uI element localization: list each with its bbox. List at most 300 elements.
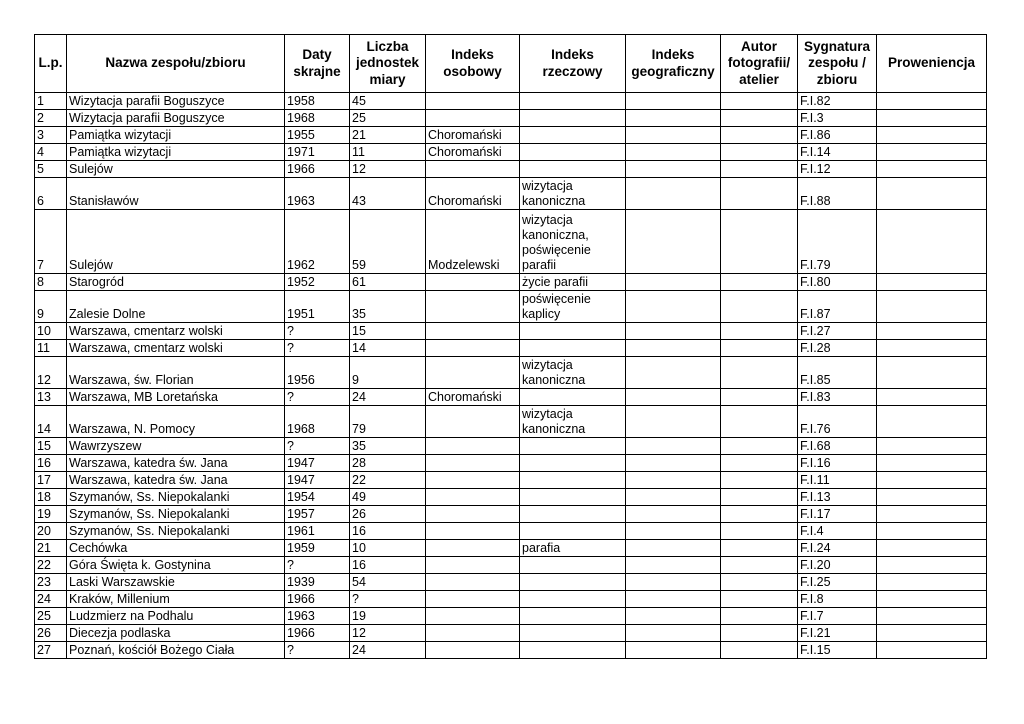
cell-daty: 1952 — [285, 274, 350, 291]
header-sygnatura: Sygnatura zespołu / zbioru — [798, 35, 877, 93]
cell-sygnatura: F.I.14 — [798, 144, 877, 161]
cell-sygnatura: F.I.68 — [798, 438, 877, 455]
cell-geograficzny — [626, 574, 721, 591]
cell-geograficzny — [626, 642, 721, 659]
cell-lp: 13 — [35, 389, 67, 406]
cell-liczba: 25 — [350, 110, 426, 127]
cell-rzeczowy — [520, 389, 626, 406]
cell-daty: 1956 — [285, 357, 350, 389]
cell-lp: 4 — [35, 144, 67, 161]
cell-rzeczowy — [520, 110, 626, 127]
cell-proweniencja — [877, 340, 987, 357]
table-row — [35, 389, 987, 406]
cell-autor — [721, 523, 798, 540]
header-autor: Autor fotografii/ atelier — [721, 35, 798, 93]
cell-osobowy: Choromański — [426, 127, 520, 144]
cell-rzeczowy — [520, 438, 626, 455]
cell-daty: 1939 — [285, 574, 350, 591]
cell-sygnatura: F.I.79 — [798, 210, 877, 274]
cell-proweniencja — [877, 110, 987, 127]
table-row — [35, 144, 987, 161]
cell-nazwa: Diecezja podlaska — [67, 625, 285, 642]
cell-liczba: 26 — [350, 506, 426, 523]
cell-nazwa: Warszawa, N. Pomocy — [67, 406, 285, 438]
cell-autor — [721, 472, 798, 489]
cell-rzeczowy — [520, 557, 626, 574]
cell-sygnatura: F.I.86 — [798, 127, 877, 144]
cell-sygnatura: F.I.7 — [798, 608, 877, 625]
cell-autor — [721, 489, 798, 506]
cell-rzeczowy — [520, 144, 626, 161]
cell-proweniencja — [877, 472, 987, 489]
cell-rzeczowy — [520, 340, 626, 357]
cell-liczba: 35 — [350, 438, 426, 455]
cell-lp: 7 — [35, 210, 67, 274]
cell-nazwa: Stanisławów — [67, 178, 285, 210]
cell-lp: 18 — [35, 489, 67, 506]
cell-autor — [721, 144, 798, 161]
cell-sygnatura: F.I.24 — [798, 540, 877, 557]
cell-geograficzny — [626, 625, 721, 642]
cell-osobowy — [426, 323, 520, 340]
cell-proweniencja — [877, 389, 987, 406]
cell-nazwa: Pamiątka wizytacji — [67, 144, 285, 161]
cell-autor — [721, 591, 798, 608]
cell-daty: 1961 — [285, 523, 350, 540]
cell-lp: 26 — [35, 625, 67, 642]
cell-daty: 1954 — [285, 489, 350, 506]
cell-lp: 27 — [35, 642, 67, 659]
cell-nazwa: Cechówka — [67, 540, 285, 557]
cell-sygnatura: F.I.27 — [798, 323, 877, 340]
cell-sygnatura: F.I.15 — [798, 642, 877, 659]
cell-daty: 1968 — [285, 110, 350, 127]
cell-rzeczowy — [520, 455, 626, 472]
cell-liczba: 11 — [350, 144, 426, 161]
cell-lp: 10 — [35, 323, 67, 340]
header-daty: Daty skrajne — [285, 35, 350, 93]
cell-geograficzny — [626, 110, 721, 127]
cell-lp: 11 — [35, 340, 67, 357]
cell-autor — [721, 506, 798, 523]
cell-proweniencja — [877, 438, 987, 455]
table-row — [35, 178, 987, 210]
cell-sygnatura: F.I.3 — [798, 110, 877, 127]
cell-liczba: 28 — [350, 455, 426, 472]
cell-liczba: 35 — [350, 291, 426, 323]
cell-osobowy — [426, 557, 520, 574]
cell-proweniencja — [877, 291, 987, 323]
cell-daty: 1966 — [285, 161, 350, 178]
table-row — [35, 489, 987, 506]
cell-nazwa: Wizytacja parafii Boguszyce — [67, 93, 285, 110]
cell-osobowy — [426, 574, 520, 591]
cell-autor — [721, 455, 798, 472]
cell-geograficzny — [626, 455, 721, 472]
cell-nazwa: Ludzmierz na Podhalu — [67, 608, 285, 625]
cell-geograficzny — [626, 340, 721, 357]
cell-liczba: 54 — [350, 574, 426, 591]
cell-liczba: 14 — [350, 340, 426, 357]
cell-geograficzny — [626, 389, 721, 406]
cell-nazwa: Kraków, Millenium — [67, 591, 285, 608]
cell-proweniencja — [877, 357, 987, 389]
cell-osobowy — [426, 406, 520, 438]
cell-daty: ? — [285, 323, 350, 340]
cell-geograficzny — [626, 161, 721, 178]
cell-sygnatura: F.I.88 — [798, 178, 877, 210]
cell-osobowy — [426, 591, 520, 608]
cell-proweniencja — [877, 178, 987, 210]
cell-daty: 1951 — [285, 291, 350, 323]
cell-rzeczowy: wizytacja kanoniczna — [520, 406, 626, 438]
cell-autor — [721, 110, 798, 127]
cell-lp: 16 — [35, 455, 67, 472]
cell-nazwa: Góra Święta k. Gostynina — [67, 557, 285, 574]
cell-rzeczowy — [520, 625, 626, 642]
table-row — [35, 291, 987, 323]
cell-liczba: 21 — [350, 127, 426, 144]
cell-sygnatura: F.I.76 — [798, 406, 877, 438]
cell-nazwa: Laski Warszawskie — [67, 574, 285, 591]
cell-nazwa: Sulejów — [67, 161, 285, 178]
cell-geograficzny — [626, 357, 721, 389]
cell-osobowy: Choromański — [426, 144, 520, 161]
cell-liczba: 43 — [350, 178, 426, 210]
cell-sygnatura: F.I.8 — [798, 591, 877, 608]
table-row — [35, 455, 987, 472]
cell-liczba: ? — [350, 591, 426, 608]
cell-lp: 14 — [35, 406, 67, 438]
table-row — [35, 540, 987, 557]
cell-lp: 3 — [35, 127, 67, 144]
cell-liczba: 45 — [350, 93, 426, 110]
cell-nazwa: Warszawa, św. Florian — [67, 357, 285, 389]
cell-autor — [721, 438, 798, 455]
cell-lp: 9 — [35, 291, 67, 323]
table-row — [35, 557, 987, 574]
cell-geograficzny — [626, 557, 721, 574]
cell-autor — [721, 574, 798, 591]
cell-proweniencja — [877, 642, 987, 659]
cell-osobowy — [426, 540, 520, 557]
cell-geograficzny — [626, 540, 721, 557]
cell-osobowy — [426, 274, 520, 291]
cell-liczba: 16 — [350, 557, 426, 574]
cell-nazwa: Poznań, kościół Bożego Ciała — [67, 642, 285, 659]
cell-geograficzny — [626, 608, 721, 625]
cell-proweniencja — [877, 591, 987, 608]
cell-lp: 12 — [35, 357, 67, 389]
cell-lp: 19 — [35, 506, 67, 523]
cell-sygnatura: F.I.17 — [798, 506, 877, 523]
cell-geograficzny — [626, 274, 721, 291]
cell-geograficzny — [626, 523, 721, 540]
cell-daty: 1947 — [285, 472, 350, 489]
cell-proweniencja — [877, 93, 987, 110]
cell-rzeczowy — [520, 642, 626, 659]
table-row — [35, 110, 987, 127]
cell-liczba: 16 — [350, 523, 426, 540]
cell-osobowy — [426, 455, 520, 472]
cell-liczba: 12 — [350, 625, 426, 642]
cell-lp: 1 — [35, 93, 67, 110]
cell-proweniencja — [877, 608, 987, 625]
cell-liczba: 22 — [350, 472, 426, 489]
cell-nazwa: Sulejów — [67, 210, 285, 274]
cell-daty: ? — [285, 642, 350, 659]
cell-autor — [721, 93, 798, 110]
cell-osobowy: Modzelewski — [426, 210, 520, 274]
cell-nazwa: Wawrzyszew — [67, 438, 285, 455]
cell-daty: 1947 — [285, 455, 350, 472]
table-row — [35, 274, 987, 291]
cell-autor — [721, 625, 798, 642]
cell-sygnatura: F.I.12 — [798, 161, 877, 178]
cell-liczba: 79 — [350, 406, 426, 438]
cell-rzeczowy — [520, 161, 626, 178]
cell-daty: 1963 — [285, 178, 350, 210]
cell-nazwa: Warszawa, katedra św. Jana — [67, 472, 285, 489]
cell-liczba: 59 — [350, 210, 426, 274]
cell-nazwa: Szymanów, Ss. Niepokalanki — [67, 523, 285, 540]
cell-autor — [721, 357, 798, 389]
table-row — [35, 357, 987, 389]
table-row — [35, 591, 987, 608]
cell-sygnatura: F.I.4 — [798, 523, 877, 540]
table-row — [35, 472, 987, 489]
cell-sygnatura: F.I.28 — [798, 340, 877, 357]
cell-daty: ? — [285, 557, 350, 574]
cell-geograficzny — [626, 210, 721, 274]
cell-liczba: 19 — [350, 608, 426, 625]
cell-autor — [721, 608, 798, 625]
table-body — [35, 93, 987, 659]
cell-daty: 1959 — [285, 540, 350, 557]
cell-osobowy — [426, 608, 520, 625]
header-liczba: Liczba jednostek miary — [350, 35, 426, 93]
cell-osobowy — [426, 438, 520, 455]
cell-geograficzny — [626, 144, 721, 161]
cell-lp: 21 — [35, 540, 67, 557]
cell-autor — [721, 127, 798, 144]
cell-daty: ? — [285, 389, 350, 406]
cell-nazwa: Warszawa, cmentarz wolski — [67, 323, 285, 340]
table-row — [35, 625, 987, 642]
table-row — [35, 161, 987, 178]
cell-daty: ? — [285, 340, 350, 357]
cell-proweniencja — [877, 127, 987, 144]
cell-rzeczowy: życie parafii — [520, 274, 626, 291]
cell-lp: 17 — [35, 472, 67, 489]
cell-nazwa: Warszawa, MB Loretańska — [67, 389, 285, 406]
cell-proweniencja — [877, 625, 987, 642]
cell-liczba: 24 — [350, 389, 426, 406]
cell-rzeczowy — [520, 93, 626, 110]
cell-liczba: 49 — [350, 489, 426, 506]
table-row — [35, 210, 987, 274]
cell-nazwa: Warszawa, katedra św. Jana — [67, 455, 285, 472]
cell-daty: 1957 — [285, 506, 350, 523]
cell-proweniencja — [877, 506, 987, 523]
cell-proweniencja — [877, 323, 987, 340]
cell-autor — [721, 274, 798, 291]
cell-proweniencja — [877, 574, 987, 591]
cell-sygnatura: F.I.11 — [798, 472, 877, 489]
cell-nazwa: Zalesie Dolne — [67, 291, 285, 323]
table-row — [35, 608, 987, 625]
cell-autor — [721, 557, 798, 574]
table-row — [35, 340, 987, 357]
cell-liczba: 10 — [350, 540, 426, 557]
cell-nazwa: Szymanów, Ss. Niepokalanki — [67, 489, 285, 506]
cell-daty: 1971 — [285, 144, 350, 161]
cell-geograficzny — [626, 291, 721, 323]
cell-lp: 2 — [35, 110, 67, 127]
cell-rzeczowy — [520, 608, 626, 625]
cell-proweniencja — [877, 274, 987, 291]
cell-rzeczowy — [520, 127, 626, 144]
table-row — [35, 323, 987, 340]
header-rzeczowy: Indeks rzeczowy — [520, 35, 626, 93]
cell-rzeczowy: wizytacja kanoniczna — [520, 178, 626, 210]
cell-daty: 1968 — [285, 406, 350, 438]
table-row — [35, 574, 987, 591]
cell-proweniencja — [877, 540, 987, 557]
cell-osobowy: Choromański — [426, 178, 520, 210]
cell-autor — [721, 178, 798, 210]
cell-sygnatura: F.I.83 — [798, 389, 877, 406]
cell-geograficzny — [626, 93, 721, 110]
cell-osobowy — [426, 642, 520, 659]
cell-sygnatura: F.I.82 — [798, 93, 877, 110]
cell-lp: 20 — [35, 523, 67, 540]
cell-sygnatura: F.I.80 — [798, 274, 877, 291]
cell-sygnatura: F.I.87 — [798, 291, 877, 323]
cell-rzeczowy — [520, 506, 626, 523]
cell-geograficzny — [626, 127, 721, 144]
cell-daty: 1958 — [285, 93, 350, 110]
cell-osobowy — [426, 161, 520, 178]
cell-nazwa: Szymanów, Ss. Niepokalanki — [67, 506, 285, 523]
cell-rzeczowy — [520, 591, 626, 608]
cell-autor — [721, 540, 798, 557]
cell-rzeczowy — [520, 323, 626, 340]
cell-proweniencja — [877, 161, 987, 178]
table-row — [35, 406, 987, 438]
cell-proweniencja — [877, 210, 987, 274]
cell-autor — [721, 161, 798, 178]
cell-rzeczowy: poświęcenie kaplicy — [520, 291, 626, 323]
cell-geograficzny — [626, 591, 721, 608]
cell-liczba: 24 — [350, 642, 426, 659]
cell-lp: 6 — [35, 178, 67, 210]
cell-daty: ? — [285, 438, 350, 455]
cell-sygnatura: F.I.20 — [798, 557, 877, 574]
cell-geograficzny — [626, 506, 721, 523]
cell-proweniencja — [877, 455, 987, 472]
cell-nazwa: Pamiątka wizytacji — [67, 127, 285, 144]
cell-lp: 8 — [35, 274, 67, 291]
header-proweniencja: Proweniencja — [877, 35, 987, 93]
table-row — [35, 523, 987, 540]
cell-proweniencja — [877, 144, 987, 161]
header-row — [35, 35, 987, 93]
cell-rzeczowy — [520, 472, 626, 489]
cell-sygnatura: F.I.13 — [798, 489, 877, 506]
cell-geograficzny — [626, 489, 721, 506]
cell-osobowy — [426, 93, 520, 110]
cell-proweniencja — [877, 489, 987, 506]
cell-nazwa: Warszawa, cmentarz wolski — [67, 340, 285, 357]
cell-proweniencja — [877, 557, 987, 574]
cell-osobowy: Choromański — [426, 389, 520, 406]
table-row — [35, 642, 987, 659]
cell-geograficzny — [626, 406, 721, 438]
inventory-table — [34, 34, 987, 659]
cell-daty: 1966 — [285, 625, 350, 642]
cell-geograficzny — [626, 438, 721, 455]
header-osobowy: Indeks osobowy — [426, 35, 520, 93]
cell-proweniencja — [877, 523, 987, 540]
cell-nazwa: Wizytacja parafii Boguszyce — [67, 110, 285, 127]
cell-osobowy — [426, 357, 520, 389]
cell-geograficzny — [626, 178, 721, 210]
table-row — [35, 93, 987, 110]
cell-daty: 1962 — [285, 210, 350, 274]
cell-osobowy — [426, 340, 520, 357]
cell-liczba: 61 — [350, 274, 426, 291]
cell-autor — [721, 323, 798, 340]
cell-rzeczowy — [520, 574, 626, 591]
cell-lp: 22 — [35, 557, 67, 574]
cell-autor — [721, 291, 798, 323]
cell-rzeczowy — [520, 489, 626, 506]
cell-autor — [721, 406, 798, 438]
table-row — [35, 506, 987, 523]
cell-lp: 25 — [35, 608, 67, 625]
cell-autor — [721, 210, 798, 274]
cell-lp: 5 — [35, 161, 67, 178]
cell-autor — [721, 340, 798, 357]
table-row — [35, 438, 987, 455]
cell-osobowy — [426, 489, 520, 506]
cell-osobowy — [426, 472, 520, 489]
cell-osobowy — [426, 625, 520, 642]
cell-osobowy — [426, 110, 520, 127]
cell-osobowy — [426, 523, 520, 540]
cell-sygnatura: F.I.16 — [798, 455, 877, 472]
cell-daty: 1966 — [285, 591, 350, 608]
cell-rzeczowy — [520, 523, 626, 540]
cell-proweniencja — [877, 406, 987, 438]
cell-osobowy — [426, 506, 520, 523]
cell-autor — [721, 389, 798, 406]
cell-liczba: 9 — [350, 357, 426, 389]
cell-sygnatura: F.I.21 — [798, 625, 877, 642]
cell-liczba: 15 — [350, 323, 426, 340]
cell-daty: 1963 — [285, 608, 350, 625]
cell-rzeczowy: parafia — [520, 540, 626, 557]
cell-nazwa: Starogród — [67, 274, 285, 291]
cell-geograficzny — [626, 472, 721, 489]
cell-lp: 24 — [35, 591, 67, 608]
header-nazwa: Nazwa zespołu/zbioru — [67, 35, 285, 93]
cell-sygnatura: F.I.25 — [798, 574, 877, 591]
cell-sygnatura: F.I.85 — [798, 357, 877, 389]
table-row — [35, 127, 987, 144]
cell-lp: 15 — [35, 438, 67, 455]
